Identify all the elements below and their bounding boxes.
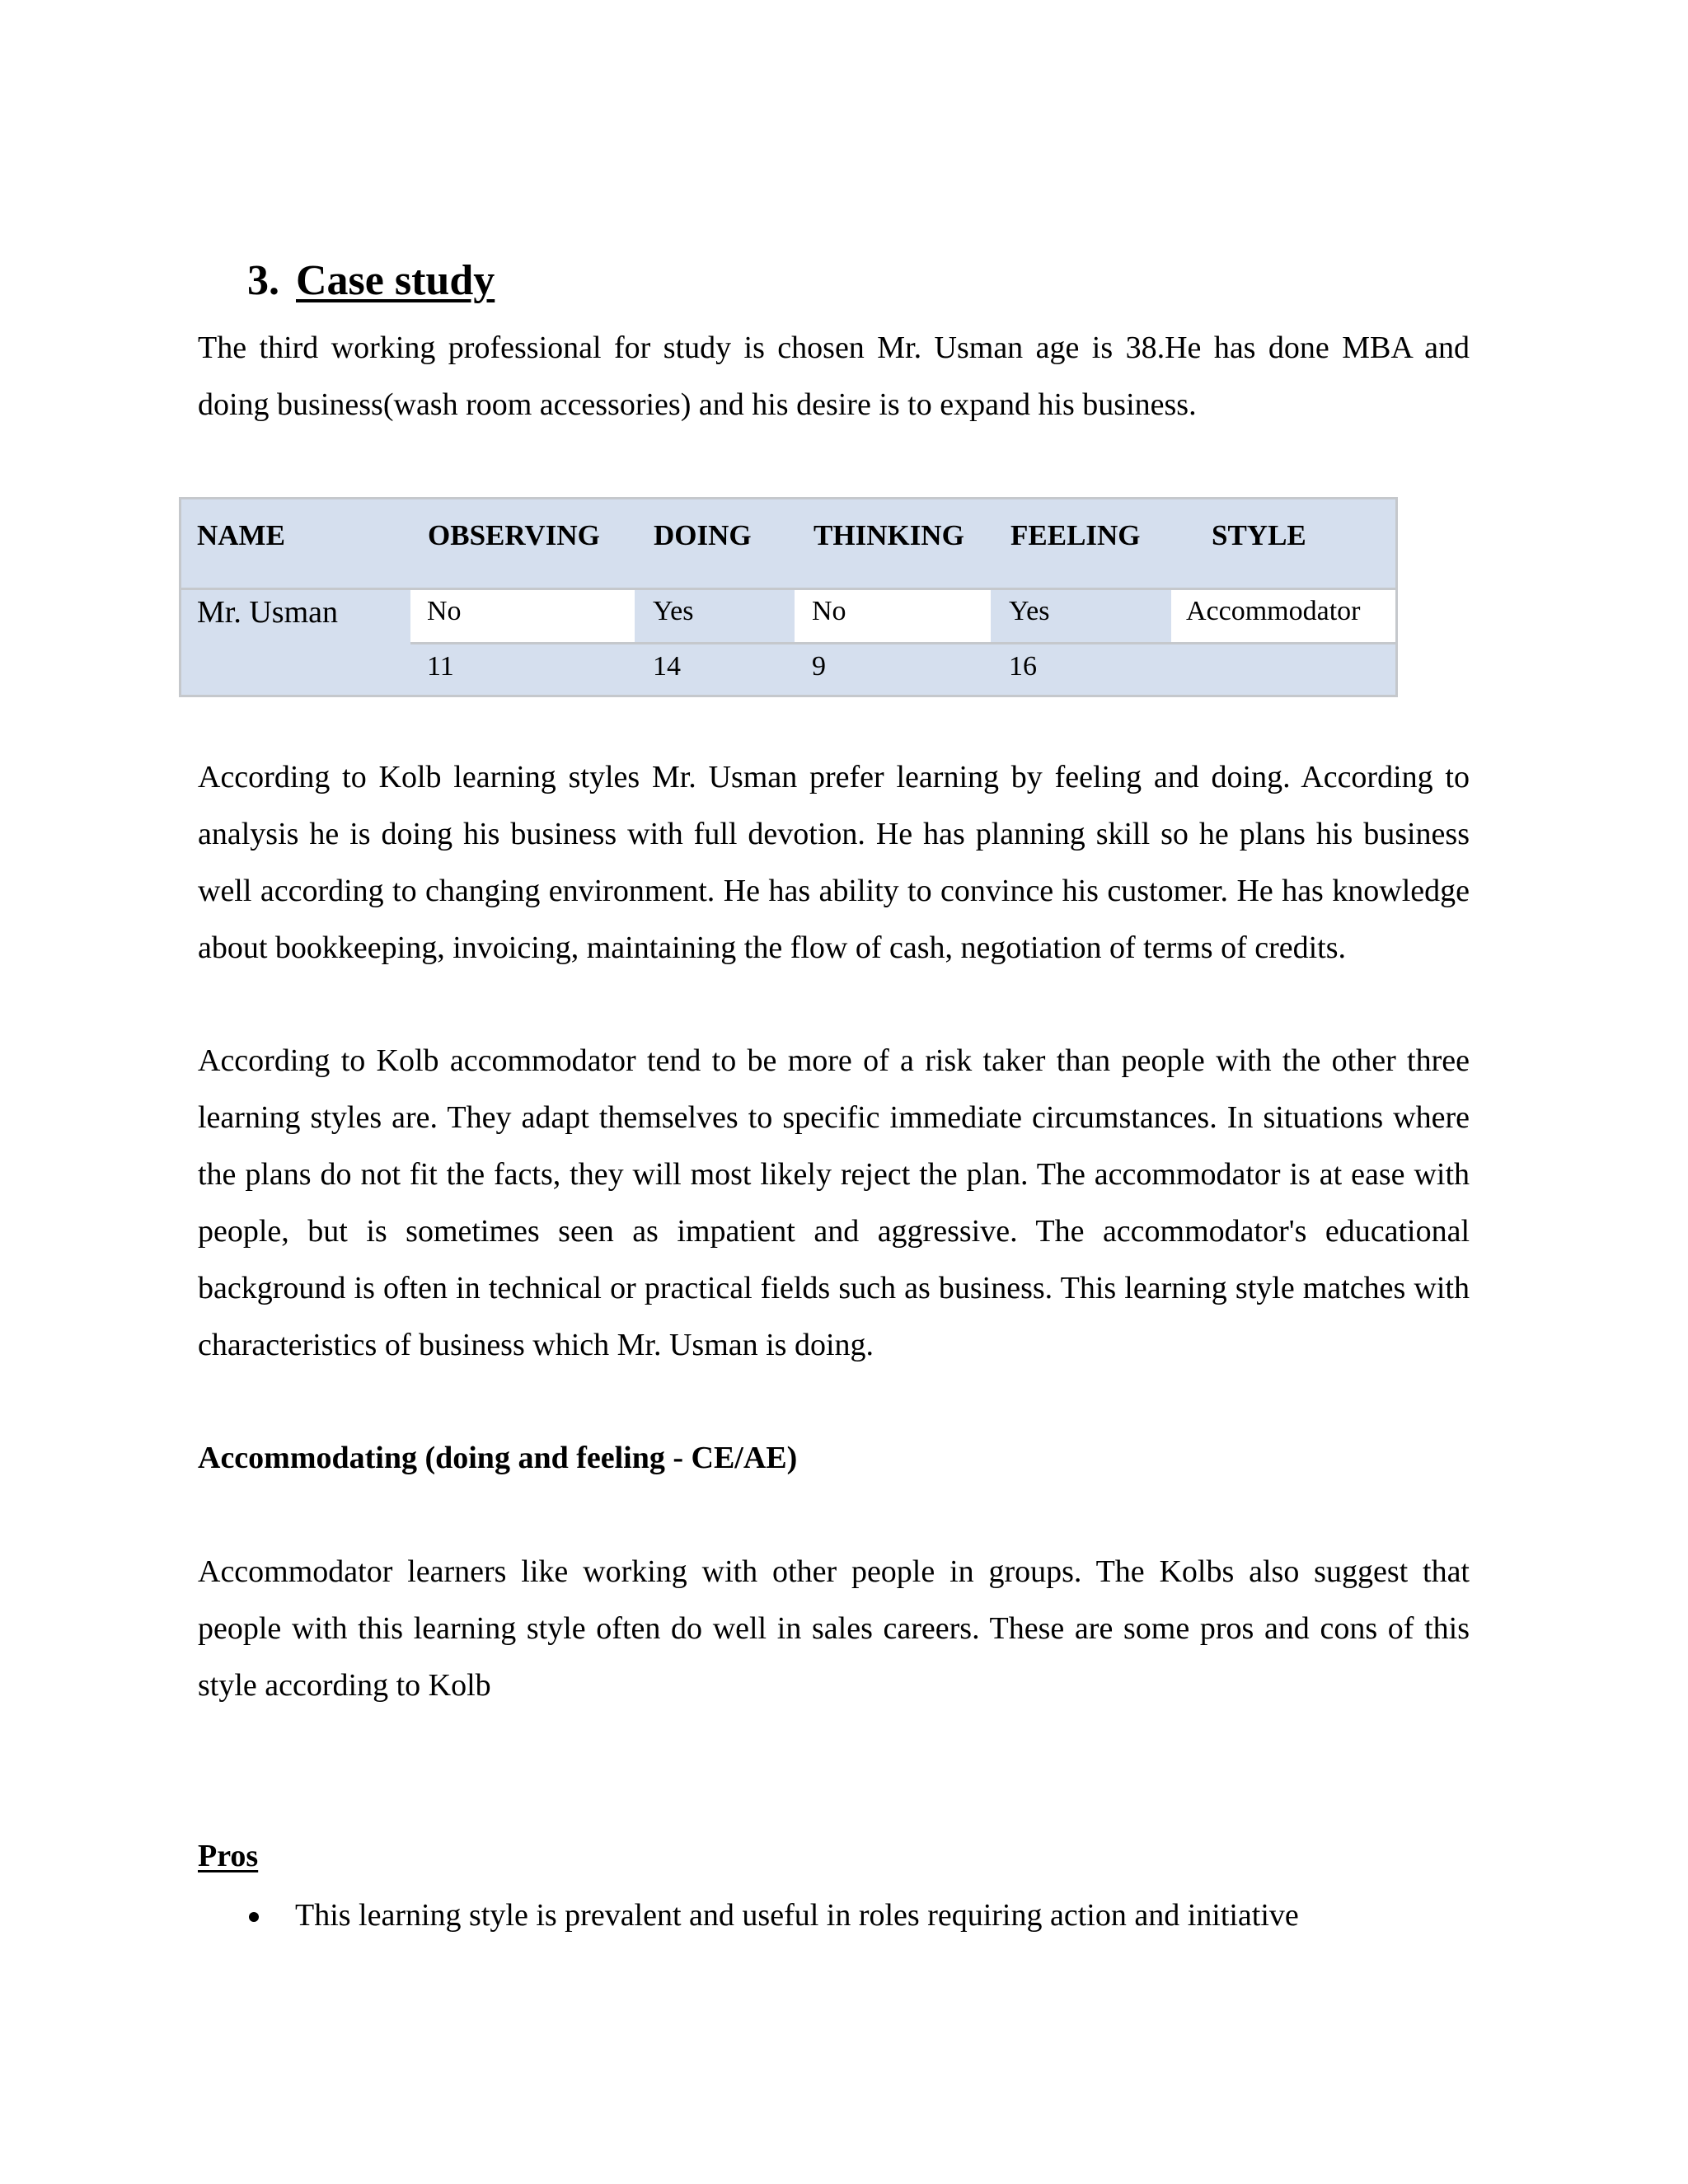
row-name: Mr. Usman: [197, 595, 338, 630]
learners-paragraph: Accommodator learners like working with other people in groups. The Kolbs also suggest that people with this learning style often do well in sales careers. These are some pros and cons of this style according to Kolb: [198, 1554, 1470, 1703]
accommodator-paragraph: According to Kolb accommodator tend to be more of a risk taker than people with the other three learning styles are. They adapt themselves to specific immediate circumstances. In situations where the plans do not fit the facts, they will most likely reject the plan. The accommodator is at ease with people, but is sometimes seen as impatient and aggressive. The accommodator's educational background is often in technical or practical fields such as business. This learning style matches with characteristics of business which Mr. Usman is doing.: [198, 1043, 1470, 1362]
table-divider: [410, 642, 1395, 644]
score-thinking: 9: [812, 651, 826, 682]
analysis-paragraph: According to Kolb learning styles Mr. Usman prefer learning by feeling and doing. According to analysis he is doing his business with full devotion. He has planning skill so he plans his business well according to changing environment. He has ability to convince his customer. He has knowledge about bookkeeping, invoicing, maintaining the flow of cash, negotiation of terms of credits.: [198, 760, 1470, 965]
score-doing: 14: [653, 651, 681, 682]
score-feeling: 16: [1009, 651, 1037, 682]
header-doing: DOING: [654, 519, 752, 551]
accommodating-subheading: Accommodating (doing and feeling - CE/AE): [198, 1441, 798, 1475]
header-style: STYLE: [1212, 519, 1306, 551]
bullet-icon: [249, 1912, 259, 1922]
section-number: 3.: [247, 257, 279, 304]
answer-doing: Yes: [653, 596, 694, 626]
section-heading: [247, 251, 495, 311]
answer-observing: No: [427, 596, 462, 626]
answer-style: Accommodator: [1186, 596, 1361, 626]
pros-item-text: This learning style is prevalent and useful in roles requiring action and initiative: [295, 1898, 1299, 1933]
pros-list: [198, 1887, 1470, 1944]
section-title: Case study: [296, 257, 495, 304]
score-observing: 11: [427, 651, 454, 682]
header-thinking: THINKING: [814, 519, 964, 551]
header-feeling: FEELING: [1010, 519, 1141, 551]
answer-thinking: No: [812, 596, 846, 626]
answer-feeling: Yes: [1009, 596, 1050, 626]
header-observing: OBSERVING: [428, 519, 600, 551]
learning-style-table: [179, 497, 1398, 697]
intro-paragraph: The third working professional for study is chosen Mr. Usman age is 38.He has done MBA and doing business(wash room accessories) and his desire is to expand his business.: [198, 330, 1470, 422]
list-item: [198, 1887, 1470, 1944]
pros-heading: Pros: [198, 1839, 259, 1873]
header-name: NAME: [197, 519, 285, 551]
